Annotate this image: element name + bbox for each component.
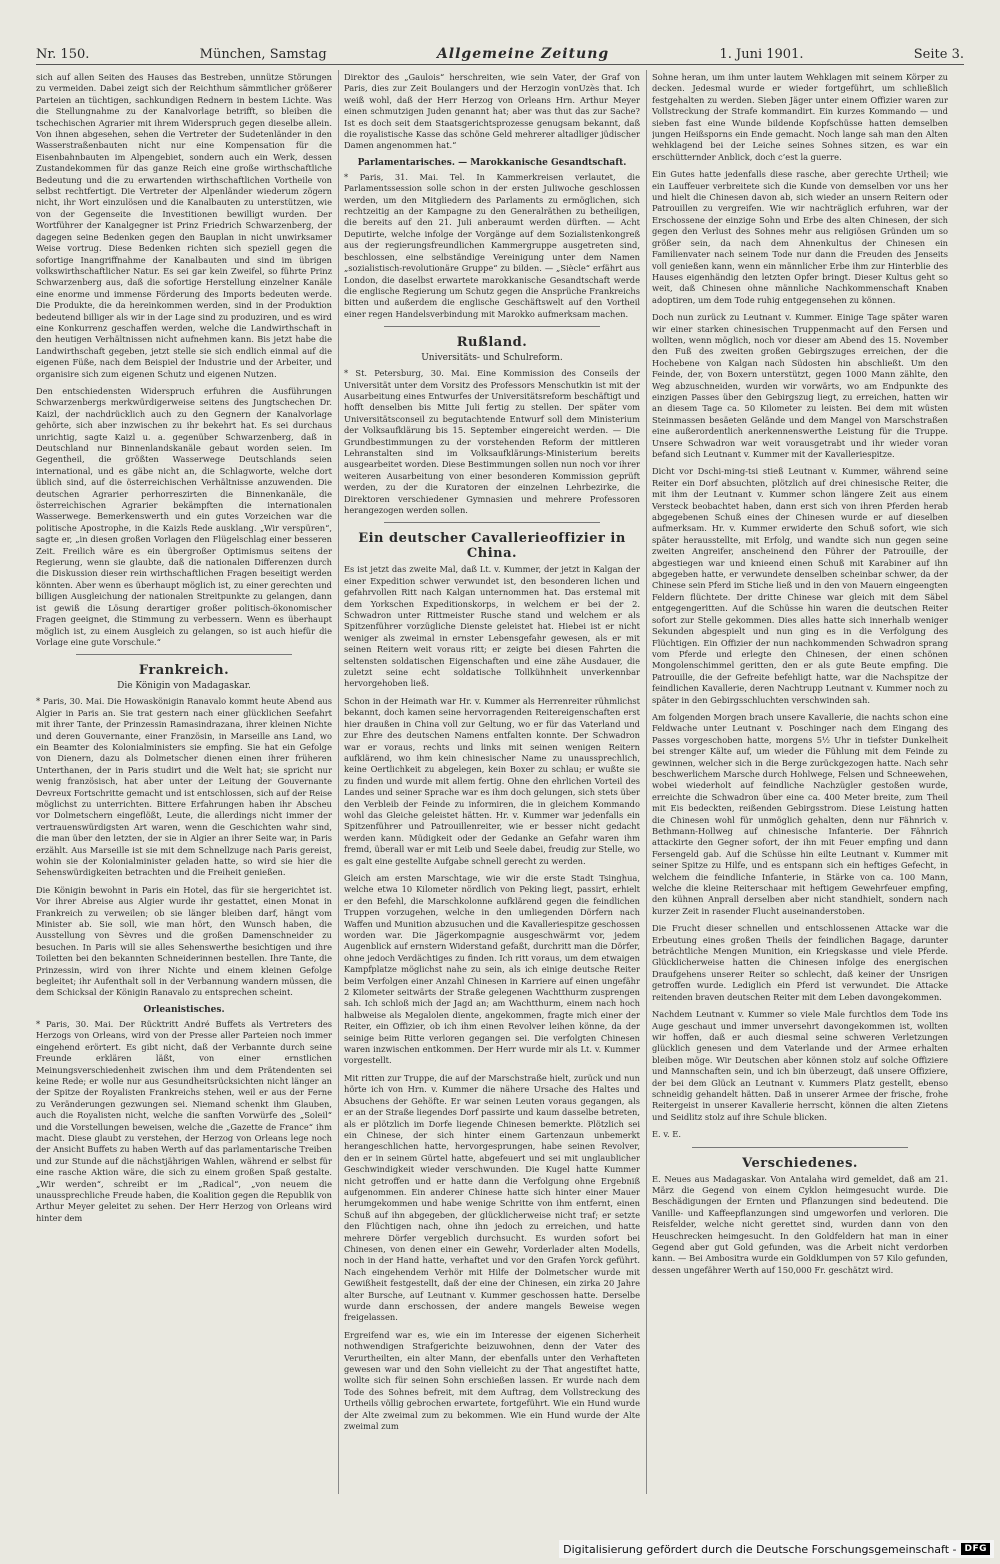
article-paragraph: * Paris, 30. Mai. Der Rücktritt André Buffets als Vertreters des Herzogs von Orleans, wird von der Presse aller Parteien noch immer eingehend erörtert. Es gibt nicht, daß der Verbannte durch seine Freunde erklären läßt, von einer ernstlichen Meinungsverschiedenheit zwischen ihm und dem Prätendenten sei keine Rede; er wolle nur aus Gesundheitsrücksichten nicht länger an der Spitze der Royalisten Frankreichs stehen, weil er aus der Ferne zu Veränderungen gezwungen sei. Niemand schenkt ihm Glauben, auch die Royalisten nicht, welche die sanften Vorwürfe des „Soleil“ und die Vorstellungen beweisen, welche die „Gazette de France“ ihm macht. Diese glaubt zu verstehen, der Herzog von Orleans lege noch der Ansicht Buffets zu haben Werth auf das parlamentarische Treiben und zur Stunde auf die nächstjährigen Wahlen, während er selbst für eine rasche Aktion wäre, die sich zu einem großen Spaß gestalte. „Wir werden“, schreibt er im „Radical“, „von neuem die unaussprechliche Freude haben, die Koalition gegen die Republik von Arthur Meyer geleitet zu sehen. Der Herr Herzog von Orleans wird hinter dem <box>36 1018 332 1223</box>
column-1 <box>36 72 332 1492</box>
column-3 <box>652 72 948 1492</box>
newspaper-title: Allgemeine Zeitung <box>436 46 610 62</box>
issue-number: Nr. 150. <box>36 47 90 62</box>
article-paragraph: Den entschiedensten Widerspruch erfuhren die Ausführungen Schwarzenbergs merkwürdigerweise seitens des Jungtschechen Dr. Kaizl, der nachdrücklich auch zu den Gegnern der Kanalvorlage gehörte, sich aber inzwischen zu ihr bekehrt hat. Es sei durchaus unrichtig, sagte Kaizl u. a. gegenüber Schwarzenberg, daß in Deutschland nur Binnenlandskanäle gebaut worden seien. Im Gegentheil, die größten Wasserwege Deutschlands seien international, und es gäbe nicht an, die Schlagworte, welche dort üblich sind, auf die österreichischen Verhältnisse anzuwenden. Die deutschen Agrarier perhorreszirten die Binnenkanäle, die österreichischen Agrarier bekämpften die internationalen Wasserwege. Bemerkenswerth und ein gutes Vorzeichen war die politische Apostrophe, in die Kaizls Rede ausklang. „Wir verspüren“, sagte er, „in diesen großen Vorlagen den Flügelschlag einer besseren Zeit. Freilich wäre es ein übergroßer Optimismus seitens der Regierung, wenn sie glaubte, daß die nationalen Differenzen durch die Diskussion dieser rein wirthschaftlichen Fragen beseitigt werden könnten. Aber wenn es überhaupt möglich ist, zu einer gerechten und billigen Ausgleichung der nationalen Streitpunkte zu gelangen, dann ist gewiß die Lösung derartiger großer politisch-ökonomischer Fragen geeignet, die Stimmung zu verbessern. Wenn es überhaupt möglich ist, zu einem Ausgleich zu gelangen, so ist auch hiefür die Vorlage eine gute Vorschule.“ <box>36 385 332 647</box>
column-2 <box>344 72 640 1492</box>
column-divider <box>338 70 339 1494</box>
article-paragraph: Sohne heran, um ihm unter lautem Wehklagen mit seinem Körper zu decken. Jedesmal wurde er wieder fortgeführt, um schließlich festgehalten zu werden. Sieben Jäger unter einem Offizier waren zur Vollstreckung der Strafe kommandirt. Ein kurzes Kommando — und sieben fast eine Wunde bildende Kopfschüsse hatten demselben jungen Heißsporns ein Ende gemacht. Noch lange sah man den Alten wehklagend bei der Leiche seines Sohnes sitzen, es war ein erschütternder Anblick, doch c’est la guerre. <box>652 72 948 162</box>
article-paragraph: Doch nun zurück zu Leutnant v. Kummer. Einige Tage später waren wir einer starken chinesischen Truppenmacht auf den Fersen und wollten, wenn möglich, noch vor dieser am Abend des 15. November den Fuß des zweiten großen Gebirgszuges erreichen, der die Hochebene von Kalgan nach Südosten hin abschließt. Um den Feinde, der, von Boxern unterstützt, gegen 1000 Mann zählte, den Weg abzuschneiden, wurden wir vorwärts, wo am Endpunkte des einzigen Passes über den Gebirgszug liegt, zu erreichen, hatten wir an diesem Tage ca. 50 Kilometer zu leisten. Bei dem mit wüsten Steinmassen besäeten Gelände und dem Mangel von Marschstraßen eine außerordentlich anerkennenswerthe Leistung für die Truppe. Unsere Schwadron war weit vorausgetrabt und ihr wieder voran befand sich Leutnant v. Kummer mit der Kavalleriespitze. <box>652 312 948 459</box>
article-paragraph: E. Neues aus Madagaskar. Von Antalaha wird gemeldet, daß am 21. März die Gegend von einem Cyklon heimgesucht wurde. Die Beschädigungen der Ernten und Pflanzungen sind bedeutend. Die Vanille- und Kaffeepflanzungen sind umgeworfen und verloren. Die Reisfelder, welche nicht gerettet sind, wurden dann von den Heuschrecken heimgesucht. In den Goldfeldern hat man in einer Gegend aber gut Gold gefunden, was die Arbeit nicht verdorben kann. — Bei Ambositra wurde ein Goldklumpen von 57 Kilo gefunden, dessen ungefährer Werth auf 150,000 Fr. geschätzt wird. <box>652 1173 948 1275</box>
article-paragraph: Direktor des „Gaulois“ herschreiten, wie sein Vater, der Graf von Paris, dies zur Zeit Boulangers und der Herzogin vonUzès that. Ich weiß wohl, daß der Herr Herzog von Orleans Hrn. Arthur Meyer einen schmutzigen Juden genannt hat; aber was thut das zur Sache? Ist es doch seit dem Staatsgerichtsprozesse genugsam bekannt, daß die royalistische Kasse das schöne Geld mehrerer altadliger jüdischer Damen angenommen hat.“ <box>344 72 640 151</box>
masthead-rule <box>36 64 964 65</box>
section-subheading: Die Königin von Madagaskar. <box>117 681 251 692</box>
article-paragraph: Gleich am ersten Marschtage, wie wir die erste Stadt Tsinghua, welche etwa 10 Kilometer nördlich von Peking liegt, passirt, erhielt er den Befehl, die Marschkolonne aufklärend gegen die feindlichen Truppen vorzugehen, welche in den umliegenden Dörfern nach Waffen und Munition abzusuchen und die Kavalleriespitze geschossen worden war. Die Jägerkompagnie ausgeschwärmt vor, jedem Augenblick auf ernstern Widerstand gefaßt, durchritt man die Dörfer, ohne jedoch Verdächtiges zu finden. Ich ritt voraus, um dem etwaigen Kampfplatze möglichst nahe zu sein, als ich einige deutsche Reiter beim Verfolgen einer Anzahl Chinesen in Karriere auf einen ungefähr 2 Kilometer seitwärts der Straße gelegenen Wachtthurm zusprengen sah. Ich schloß mich der Jagd an; am Wachtthurm, einem nach hoch halbweise als Megalolen diente, angekommen, fragte mich einer der Reiter, ein Offizier, ob ich ihm einen Revolver leihen könne, da der seinige beim Ritte verloren gegangen sei. Die verfolgten Chinesen waren inzwischen entkommen. Der Herr wurde mir als Lt. v. Kummer vorgestellt. <box>344 872 640 1066</box>
masthead <box>36 40 964 62</box>
article-paragraph: Die Frucht dieser schnellen und entschlossenen Attacke war die Erbeutung eines großen Theils der feindlichen Bagage, darunter beträchtliche Mengen Munition, ein Kriegskasse und viele Pferde. Glücklicherweise hatten die Chinesen infolge des energischen Draufgehens unserer Reiter so schlecht, daß keiner der Unsrigen getroffen wurde. Lediglich ein Pferd ist verwundet. Die Attacke reitenden braven deutschen Reiter mit dem Leben davongekommen. <box>652 923 948 1002</box>
article-paragraph: Ergreifend war es, wie ein im Interesse der eigenen Sicherheit nothwendigen Strafgerichte beizuwohnen, denn der Vater des Verurtheilten, ein alter Mann, der ebenfalls unter den Verhafteten gewesen war und den Sohn vielleicht zu der That angestiftet hatte, wollte sich für seinen Sohn erschießen lassen. Er wurde nach dem Tode des Sohnes befreit, mit dem Auftrag, dem Vollstreckung des Urtheils völlig gebrochen erwartete, fortgeführt. Wie ein Hund wurde der Alte zweimal zum zu bekommen. Wie ein Hund wurde der Alte zweimal zum <box>344 1329 640 1432</box>
article-paragraph: * Paris, 31. Mai. Tel. In Kammerkreisen verlautet, die Parlamentssession solle schon in der ersten Juliwoche geschlossen werden, um den Mitgliedern des Parlaments zu ermöglichen, sich rechtzeitig an der Kampagne zu den Generalräthen zu betheiligen, die bereits auf den 21. Juli anberaumt werden dürften. — Acht Deputirte, welche infolge der Vorgänge auf dem Sozialistenkongreß aus der regierungsfreundlichen Kammergruppe ausgetreten sind, beschlossen, eine selbständige Vereinigung unter dem Namen „sozialistisch-revolutionäre Gruppe“ zu bilden. — „Siècle“ erfährt aus London, die daselbst erwartete marokkanische Gesandtschaft werde die englische Regierung um Schutz gegen die Ansprüche Frankreichs bitten und außerdem die englische Geschäftswelt auf den Vortheil einer regen Handelsverbindung mit Marokko aufmerksam machen. <box>344 171 640 319</box>
page-number: Seite 3. <box>913 47 964 62</box>
article-heading: Orleanistisches. <box>143 1004 225 1015</box>
article-paragraph: * St. Petersburg, 30. Mai. Eine Kommission des Conseils der Universität unter dem Vorsitz des Professors Menschutkin ist mit der Ausarbeitung eines Entwurfes der Universitätsreform beschäftigt und hofft denselben bis Mitte Juli fertig zu stellen. Der später vom Universitätsconseil zu begutachtende Entwurf soll dem Ministerium der Volksaufklärung bis 15. September eingereicht werden. — Die Grundbestimmungen zu der vorstehenden Reform der mittleren Lehranstalten sind im Volksaufklärungs-Ministerium bereits ausgearbeitet worden. Diese Bestimmungen sollen nun noch vor ihrer weiteren Ausarbeitung von einer besonderen Kommission geprüft werden, zu der die Kuratoren der einzelnen Lehrbezirke, die Direktoren verschiedener Gymnasien und mehrere Professoren herangezogen werden sollen. <box>344 368 640 515</box>
article-paragraph: Mit ritten zur Truppe, die auf der Marschstraße hielt, zurück und nun hörte ich von Hrn. v. Kummer die nähere Ursache des Haltes und Absuchens der Gehöfte. Er war seinen Leuten voraus gegangen, als er an der Straße liegendes Dorf passirte und kaum dasselbe betreten, als er plötzlich im Dorfe liegende Chinesen bemerkte. Plötzlich sei ein Chinese, der sich hinter einem Gartenzaun unbemerkt herangeschlichen hatte, hervorgesprungen, habe seinen Revolver, den er in seinem Gürtel hatte, abgefeuert und sei mit unglaublicher Geschwindigkeit wieder verschwunden. Die Kugel hatte Kummer nicht getroffen und er hatte dann die Verfolgung ohne Ergebniß aufgenommen. Ein anderer Chinese hatte sich hinter einer Mauer herumgekommen und habe wenige Schritte von ihm entfernt, einen Schuß auf ihn abgegeben, der glücklicherweise nicht traf; er setzte den Flüchtigen nach, ohne ihn jedoch zu erreichen, und hatte mehrere Dörfer vergeblich durchsucht. Es wurden sofort bei Chinesen, von denen einer ein Gewehr, Vorderlader alten Modells, noch in der Hand hatte, verhaftet und vor den Grafen Yorck geführt. Nach eingehendem Verhör mit Hilfe der Dolmetscher wurde mit Gewißheit festgestellt, daß der eine der Chinesen, ein zirka 20 Jahre alter Bursche, auf Leutnant v. Kummer geschossen hatte. Derselbe wurde dann erschossen, der andere mangels Beweise wegen freigelassen. <box>344 1072 640 1323</box>
section-heading: Rußland. <box>456 335 528 351</box>
credit-text: Digitalisierung gefördert durch die Deutsche Forschungsgemeinschaft - <box>563 1542 957 1556</box>
article-paragraph: Ein Gutes hatte jedenfalls diese rasche, aber gerechte Urtheil; wie ein Lauffeuer verbreitete sich die Kunde von demselben vor uns her und hielt die Chinesen davon ab, sich wieder an unsern Reitern oder Patrouillen zu vergreifen. Wie wir nachträglich erfuhren, war der Erschossene der einzige Sohn und Erbe des alten Chinesen, der sich gegen den Verlust des Sohnes mehr aus religiösen Gründen um so größer sein, da nach dem Ahnenkultus der Chinesen ein Familienvater nach seinem Tode nur dann die Freuden des Jenseits voll genießen kann, wenn ein männlicher Erbe ihm zur Hinterblie des Hauses eigenhändig den letzten Opfer bringt. Dieser Kultus geht so weit, daß Chinesen ohne männliche Nachkommenschaft Knaben adoptiren, um dem Tode ruhig entgegensehen zu können. <box>652 169 948 305</box>
issue-date: 1. Juni 1901. <box>719 47 804 62</box>
dfg-logo: DFG <box>961 1543 990 1555</box>
section-heading: Frankreich. <box>138 663 230 679</box>
author-signature: E. v. E. <box>652 1129 682 1140</box>
section-heading: Verschiedenes. <box>742 1155 858 1171</box>
section-divider <box>384 326 600 327</box>
section-subheading: Universitäts- und Schulreform. <box>421 353 563 364</box>
article-paragraph: Am folgenden Morgen brach unsere Kavallerie, die nachts schon eine Feldwache unter Leutnant v. Poschinger nach dem Eingang des Passes vorgeschoben hatte, morgens 5½ Uhr in tiefster Dunkelheit bei strenger Kälte auf, um wieder die Fühlung mit dem Feinde zu gewinnen, welcher sich in die Berge zurückgezogen hatte. Nach sehr beschwerlichem Marsche durch Hohlwege, Felsen und Schneewehen, wobei wiederholt auf feindliche Nachzügler gestoßen wurde, erreichte die Schwadron über eine ca. 400 Meter breite, zum Theil mit Eis bedeckten, reißenden Gebirgsstrom. Diese Leistung hatten die Chinesen wohl für unmöglich gehalten, denn nur Fähnrich v. Bethmann-Hollweg auf chinesische Infanterie. Der Fähnrich attackirte den Gegner sofort, der ihn mit Feuer empfing und dann Fersengeld gab. Auf die Schüsse hin eilte Leutnant v. Kummer mit seiner Spitze zu Hilfe, und es entspann sich ein heftiges Gefecht, in welchem die feindliche Infanterie, in Stärke von ca. 100 Mann, welche die kleine Reiterschaar mit heftigem Gewehrfeuer empfing, den kühnen Anprall derselben aber nicht standhielt, sondern nach kurzer Zeit in rasender Flucht auseinanderstoben. <box>652 711 948 916</box>
section-divider <box>76 654 292 655</box>
article-paragraph: * Paris, 30. Mai. Die Howaskönigin Ranavalo kommt heute Abend aus Algier in Paris an. Sie trat gestern nach einer glücklichen Seefahrt mit ihrer Tante, der Prinzessin Ramasindrazana, ihrer kleinen Nichte und deren Gouvernante, einer Französin, in Marseille ans Land, wo ein Beamter des Kolonialministers sie empfing. Sie hat ein Gefolge von Dienern, dazu als Dolmetscher dienen einen ihrer früheren Unterthanen, der in Paris studirt und die Welt hat; sie spricht nur wenig französisch, hat aber unter der Leitung der Gouvernante Devreux Fortschritte gemacht und ist entschlossen, sich auf der Reise möglichst zu unterrichten. Bittere Erfahrungen haben ihr Abscheu vor Dolmetschern eingeflößt, Leute, die allerdings nicht immer der vertrauenswürdigsten Art waren, wenn die Geschichten wahr sind, die man über den letzten, der sie in Algier an ihrer Seite war, in Paris erzählt. Aus Marseille ist sie mit dem Schnellzuge nach Paris gereist, wohin sie der Kolonialminister geladen hatte, so wird sie hier die Sehenswürdigkeiten betrachten und die Freiheit genießen. <box>36 696 332 878</box>
article-paragraph: Es ist jetzt das zweite Mal, daß Lt. v. Kummer, der jetzt in Kalgan der einer Expedition schwer verwundet ist, den besonderen lichen und gefahrvollen Ritt nach Kalgan unternommen hat. Das erstemal mit dem Yorkschen Expeditionskorps, in welchem er bei der 2. Schwadron unter Rittmeister Rusche stand und welchem er als Spitzenführer vorzügliche Dienste geleistet hat. Hiebei ist er nicht weniger als zweimal in ernster Lebensgefahr gewesen, als er mit seinen Reitern weit voraus ritt; er zeigte bei diesen Fahrten die seltensten soldatischen Eigenschaften und eine zähe Ausdauer, die zuletzt seine echt soldatische Tollkühnheit unverkennbar hervorgehoben ließ. <box>344 564 640 689</box>
section-divider <box>692 1147 908 1148</box>
column-divider <box>646 70 647 1494</box>
article-paragraph: sich auf allen Seiten des Hauses das Bestreben, unnütze Störungen zu vermeiden. Dabei zeigt sich der Reichthum sämmtlicher größerer Parteien an tüchtigen, sachkundigen Rednern in bestem Lichte. Was die Stellungnahme zu der Kanalvorlage betrifft, so bleiben die tschechischen Agrarier mit ihrem Widerspruch gegen dieselbe allein. Von ihnen abgesehen, sehen die Vertreter der Sudetenländer in den Wasserstraßenbauten nicht nur eine Kompensation für die Eisenbahnbauten im Alpengebiet, sondern auch ein Werk, dessen Zustandekommen für das ganze Reich eine große wirthschaftliche Bedeutung und die zu erwartenden wirthschaftlichen Vortheile von selbst rechtfertigt. Die Vertreter der Alpenländer wiederum zögern nicht, ihr Wort einzulösen und die Kanalbauten zu unterstützen, wie von der Gegenseite die Investitionen bewilligt wurden. Der Wortführer der Kanalgegner ist Prinz Friedrich Schwarzenberg, der dagegen seine Bedenken gegen den Bauplan in nicht unwirksamer Weise vortrug. Diese Bedenken richten sich speziell gegen die sofortige Inangriffnahme der Kanalbauten und sind im übrigen volkswirthschaftlicher Natur. Es sei gar kein Zweifel, so führte Prinz Schwarzenberg aus, daß die sofortige Herstellung einzelner Kanäle eine enorme und immense Förderung des Imports bedeuten werde. Die Produkte, die da hereinkommen werden, sind in der Produktion bedeutend billiger als wir in der Lage sind zu produziren, und es wird eine Konkurrenz geschaffen werden, welche die Landwirthschaft in den heutigen Verhältnissen nicht aufnehmen kann. Bis jetzt habe die Landwirthschaft gegeben, jetzt stelle sie sich endlich einmal auf die eigenen Füße, nach dem Beispiel der Industrie und der Arbeiter, und organisire sich zum eigenen Schutz und eigenen Nutzen. <box>36 72 332 379</box>
article-paragraph: Nachdem Leutnant v. Kummer so viele Male furchtlos dem Tode ins Auge geschaut und immer unversehrt davongekommen ist, wollten wir hoffen, daß er auch diesmal seine schweren Verletzungen glücklich genesen und dem Vaterlande und der Armee erhalten bleiben möge. Wir Deutschen aber können stolz auf solche Offiziere und Mannschaften sein, und ich bin überzeugt, daß unsere Offiziere, der bei dem Glück an Leutnant v. Kummers Platz gestellt, ebenso schneidig gehandelt hätten. Daß in unserer Armee der frische, frohe Reitergeist in unserer Kavallerie herrscht, können die alten Zietens und Seidlitz stolz auf ihre Schule blicken. <box>652 1009 948 1122</box>
article-paragraph: Dicht vor Dschi-ming-tsi stieß Leutnant v. Kummer, während seine Reiter ein Dorf absuchten, plötzlich auf drei chinesische Reiter, die mit ihm der Leutnant v. Kummer schon längere Zeit aus einem Versteck beobachtet haben, dann erst sich von ihren Pferden herab abgegebenen Schuß eines der Chinesen wurde er auf dieselben aufmerksam. Hr. v. Kummer erwiderte den Schuß sofort, wie sich später herausstellte, mit Erfolg, und wandte sich nun gegen seine zweiten Angreifer, anscheinend den Führer der Patrouille, der abgestiegen war und knieend einen Schuß mit Karabiner auf ihn abgegeben hatte, er verwundete denselben scheinbar schwer, da der Chinese sein Pferd im Stiche ließ und in den von Mauern eingeengten Feldern flüchtete. Der dritte Chinese war gleich mit dem Säbel entgegengeritten. Auf die Schüsse hin waren die deutschen Reiter sofort zur Stelle gekommen. Dies alles hatte sich innerhalb weniger Sekunden abgespielt und nun ging es in die Verfolgung des Flüchtigen. Ein Offizier der nun nachkommenden Schwadron sprang vom Pferde und erlegte den Chinesen, der einen schönen Mongolenschimmel geritten, den er als gute Beute empfing. Die Patrouille, die der Gefreite befehligt hatte, war die Nachspitze der feindlichen Kavallerie, deren Nachtrupp Leutnant v. Kummer noch zu später in den Gebirgsschluchten verschwinden sah. <box>652 466 948 705</box>
place-day: München, Samstag <box>199 47 327 62</box>
article-paragraph: Schon in der Heimath war Hr. v. Kummer als Herrenreiter rühmlichst bekannt, doch kamen seine hervorragenden Reitereigenschaften erst hier draußen in China voll zur Geltung, wo er für das Vaterland und zur Ehre des deutschen Namens entfalten konnte. Der Schwadron war er voraus, rechts und links mit seinen wenigen Reitern aufklärend, wo ihm kein chinesischer Name zu unaussprechlich, keine Oertlichkeit zu abgelegen, kein Boxer zu schlau; er wußte sie zu finden und wurde mit allem fertig. Ohne den ehrlichen Vorteil des Landes und seiner Sprache war es ihm doch gelungen, sich stets über den Verbleib der Feinde zu informiren, die in gleichem Kommando wohl das Gleiche geleistet hätten. Hr. v. Kummer war jedenfalls ein Spitzenführer und Patrouillenreiter, wie er besser nicht gedacht werden kann. Müdigkeit oder der Gedanke an Gefahr waren ihm fremd, überall war er mit Leib und Seele dabei, freudig zur Stelle, wo es galt eine gestellte Aufgabe schnell gerecht zu werden. <box>344 695 640 866</box>
digitization-credit <box>559 1540 994 1558</box>
article-heading: Parlamentarisches. — Marokkanische Gesandtschaft. <box>357 157 627 168</box>
article-paragraph: Die Königin bewohnt in Paris ein Hotel, das für sie hergerichtet ist. Vor ihrer Abreise aus Algier wurde ihr gestattet, einen Monat in Frankreich zu verweilen; ob sie länger bleiben darf, hängt vom Minister ab. Sie soll, wie man hört, den Wunsch haben, die Ausstellung von Sèvres und die großen Damenschneider zu besuchen. In Paris will sie alles Sehenswerthe besichtigen und ihre Toiletten bei den bekannten Schneiderinnen bestellen. Ihre Tante, die Prinzessin, wird von ihrer Nichte und einem kleinen Gefolge begleitet; ihr Aufenthalt soll in der Verbannung wandern müssen, die dem Schicksal der Königin Ranavalo zu entsprechen scheint. <box>36 884 332 998</box>
section-heading: Ein deutscher Cavallerieoffizier in China. <box>358 531 626 562</box>
section-divider <box>384 522 600 523</box>
